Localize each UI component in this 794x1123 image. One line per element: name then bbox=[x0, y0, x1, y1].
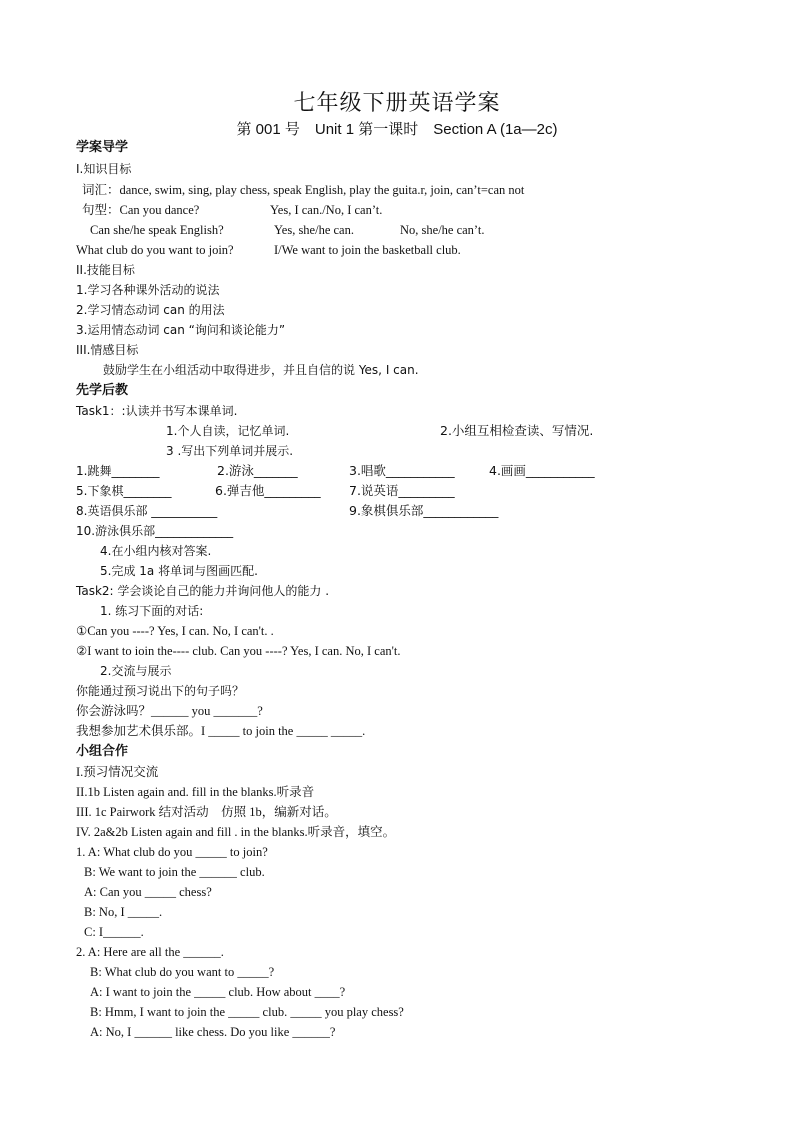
dialog-line-1: ①Can you ----? Yes, I can. No, I can't. . bbox=[76, 624, 274, 638]
knowledge-heading: I.知识目标 bbox=[76, 162, 132, 176]
sentence-blank-2: 我想参加艺术俱乐部。I _____ to join the _____ _____. bbox=[76, 724, 366, 738]
word-blank-7: 7.说英语_________ bbox=[349, 483, 455, 498]
group-item-4: IV. 2a&2b Listen again and fill . in the blanks.听录音，填空。 bbox=[76, 825, 396, 839]
sentence-blank-1: 你会游泳吗？______ you _______? bbox=[76, 704, 263, 718]
pattern-line-1a: 句型：Can you dance? bbox=[82, 203, 200, 217]
task1-step-3: 3 .写出下列单词并展示. bbox=[166, 444, 294, 458]
word-blank-6: 6.弹吉他_________ bbox=[215, 483, 321, 498]
task1-step-1: 1.个人自读，记忆单词. bbox=[166, 424, 290, 438]
emotion-text: 鼓励学生在小组活动中取得进步，并且自信的说 Yes, I can. bbox=[103, 363, 419, 377]
pattern-line-3a: What club do you want to join? bbox=[76, 243, 234, 257]
group-item-1: I.预习情况交流 bbox=[76, 765, 159, 779]
task1-step-2: 2.小组互相检查读、写情况. bbox=[440, 423, 594, 438]
word-blank-8: 8.英语俱乐部 ___________ bbox=[76, 504, 218, 518]
section-heading-prestudy: 先学后教 bbox=[76, 383, 129, 398]
skill-heading: II.技能目标 bbox=[76, 263, 135, 277]
word-blank-9: 9.象棋俱乐部____________ bbox=[349, 503, 499, 518]
task1-line: Task1：:认读并书写本课单词. bbox=[76, 404, 238, 418]
dialog2-line-c: A: I want to join the _____ club. How about ____? bbox=[90, 985, 346, 999]
word-blank-10: 10.游泳俱乐部_____________ bbox=[76, 524, 234, 538]
page-title: 七年级下册英语学案 bbox=[293, 91, 501, 116]
pattern-line-2b: Yes, she/he can. bbox=[274, 223, 354, 237]
exchange-line: 2.交流与展示 bbox=[100, 664, 172, 678]
dialog1-line-d: B: No, I _____. bbox=[84, 905, 163, 919]
dialog2-line-e: A: No, I ______ like chess. Do you like ______? bbox=[90, 1025, 336, 1039]
dialog2-line-a: 2. A: Here are all the ______. bbox=[76, 945, 224, 959]
skill-item-3: 3.运用情态动词 can “询问和谈论能力” bbox=[76, 323, 286, 337]
pattern-line-1b: Yes, I can./No, I can’t. bbox=[270, 203, 383, 217]
group-item-2: II.1b Listen again and. fill in the blanks.听录音 bbox=[76, 785, 315, 799]
dialog1-line-a: 1. A: What club do you _____ to join? bbox=[76, 845, 268, 859]
word-blank-2: 2.游泳_______ bbox=[217, 463, 298, 478]
dialog2-line-b: B: What club do you want to _____? bbox=[90, 965, 275, 979]
skill-item-2: 2.学习情态动词 can 的用法 bbox=[76, 303, 225, 317]
section-heading-group: 小组合作 bbox=[76, 744, 129, 759]
word-blank-1: 1.跳舞________ bbox=[76, 464, 160, 478]
dialog1-line-c: A: Can you _____ chess? bbox=[84, 885, 212, 899]
dialog2-line-d: B: Hmm, I want to join the _____ club. _____ you play chess? bbox=[90, 1005, 404, 1019]
practice-line: 1. 练习下面的对话: bbox=[100, 604, 204, 618]
word-blank-5: 5.下象棋________ bbox=[76, 484, 172, 498]
vocab-line: 词汇：dance, swim, sing, play chess, speak English, play the guita.r, join, can’t=can not bbox=[82, 183, 525, 197]
task1-step-4: 4.在小组内核对答案. bbox=[100, 544, 212, 558]
dialog1-line-b: B: We want to join the ______ club. bbox=[84, 865, 265, 879]
question-line: 你能通过预习说出下的句子吗？ bbox=[76, 684, 245, 698]
task1-step-5: 5.完成 1a 将单词与图画匹配. bbox=[100, 564, 258, 578]
skill-item-1: 1.学习各种课外活动的说法 bbox=[76, 283, 220, 297]
word-blank-3: 3.唱歌___________ bbox=[349, 463, 455, 478]
pattern-line-3b: I/We want to join the basketball club. bbox=[274, 243, 461, 257]
word-blank-4: 4.画画___________ bbox=[489, 463, 595, 478]
pattern-line-2a: Can she/he speak English? bbox=[90, 223, 224, 237]
emotion-heading: III.情感目标 bbox=[76, 343, 139, 357]
task2-line: Task2: 学会谈论自己的能力并询问他人的能力 . bbox=[76, 584, 330, 598]
dialog-line-2: ②I want to ioin the---- club. Can you ----? Yes, I can. No, I can't. bbox=[76, 644, 401, 658]
dialog1-line-e: C: I______. bbox=[84, 925, 144, 939]
group-item-3: III. 1c Pairwork 结对活动 仿照 1b，编新对话。 bbox=[76, 805, 337, 819]
section-heading-guide: 学案导学 bbox=[76, 140, 129, 155]
page-subtitle: 第 001 号 Unit 1 第一课时 Section A (1a—2c) bbox=[236, 121, 558, 138]
pattern-line-2c: No, she/he can’t. bbox=[400, 223, 485, 237]
